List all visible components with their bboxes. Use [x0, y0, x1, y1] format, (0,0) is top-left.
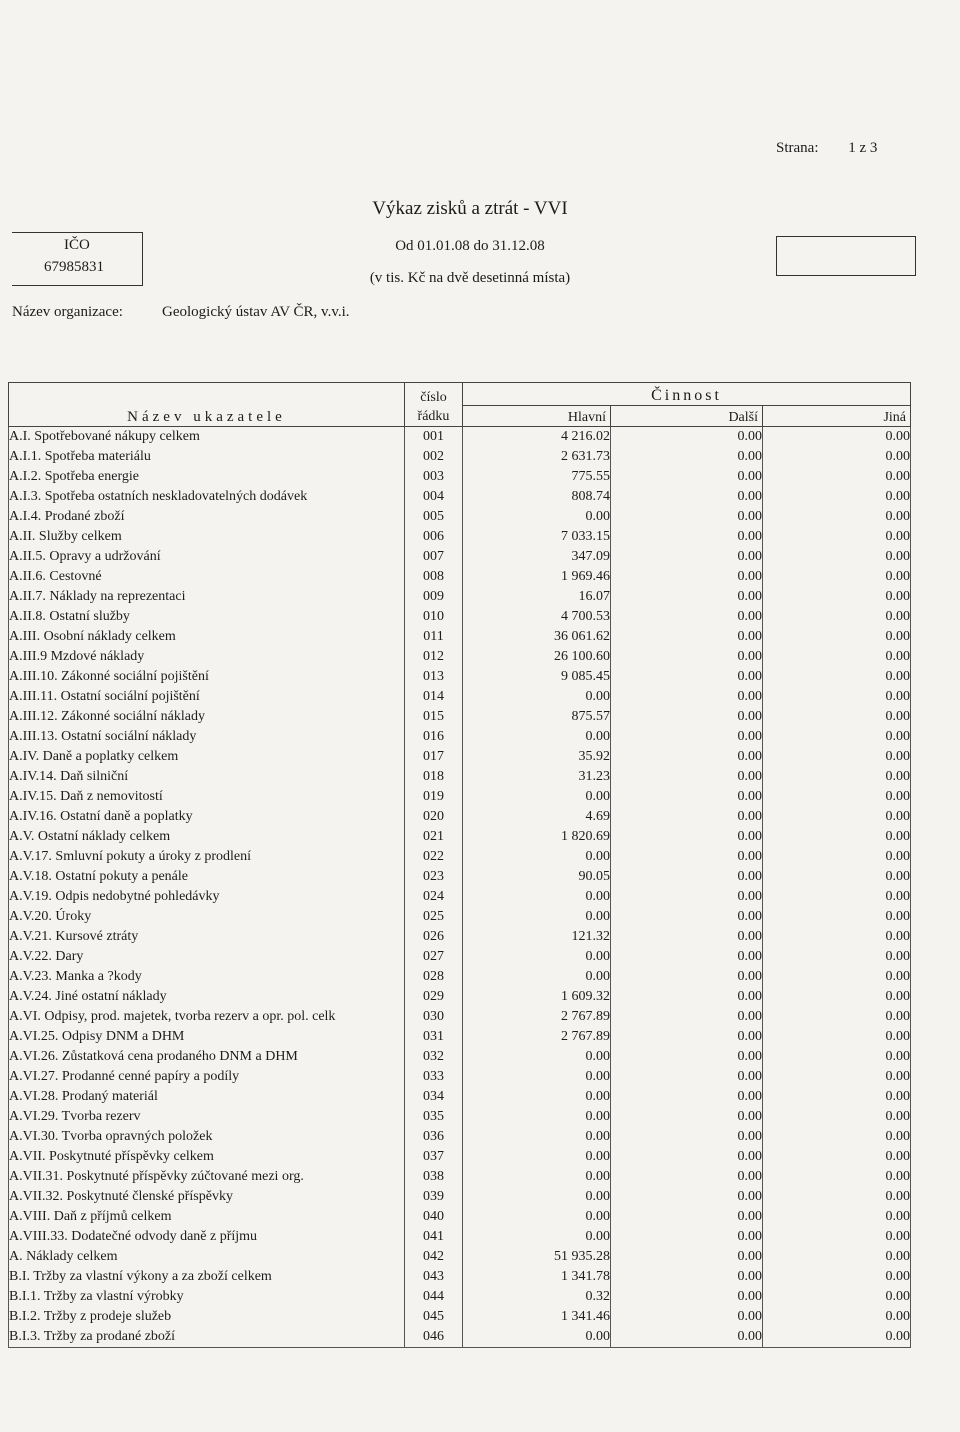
column-header-activity: Činnost: [463, 383, 911, 406]
row-code: 045: [405, 1307, 463, 1327]
table-row: [9, 1127, 911, 1147]
row-extra: 0.00: [763, 427, 911, 448]
row-other: 0.00: [611, 727, 763, 747]
table-row: [9, 987, 911, 1007]
row-other: 0.00: [611, 987, 763, 1007]
row-name: A.V.17. Smluvní pokuty a úroky z prodlení: [9, 847, 405, 867]
row-other: 0.00: [611, 607, 763, 627]
column-header-extra: Jiná: [763, 406, 911, 427]
row-other: 0.00: [611, 847, 763, 867]
row-name: B.I. Tržby za vlastní výkony a za zboží celkem: [9, 1267, 405, 1287]
table-row: [9, 567, 911, 587]
row-code: 022: [405, 847, 463, 867]
row-code: 019: [405, 787, 463, 807]
row-name: A.III. Osobní náklady celkem: [9, 627, 405, 647]
row-code: 013: [405, 667, 463, 687]
row-other: 0.00: [611, 1127, 763, 1147]
row-name: A.I. Spotřebované nákupy celkem: [9, 427, 405, 448]
row-name: B.I.2. Tržby z prodeje služeb: [9, 1307, 405, 1327]
row-main: 1 820.69: [463, 827, 611, 847]
row-main: 4.69: [463, 807, 611, 827]
row-code: 038: [405, 1167, 463, 1187]
row-name: A.V.22. Dary: [9, 947, 405, 967]
row-main: 7 033.15: [463, 527, 611, 547]
row-extra: 0.00: [763, 907, 911, 927]
report-table: [8, 382, 911, 1348]
row-extra: 0.00: [763, 947, 911, 967]
row-other: 0.00: [611, 687, 763, 707]
row-other: 0.00: [611, 667, 763, 687]
table-row: [9, 1167, 911, 1187]
table-row: [9, 667, 911, 687]
row-name: A.V.18. Ostatní pokuty a penále: [9, 867, 405, 887]
table-row: [9, 627, 911, 647]
row-code: 010: [405, 607, 463, 627]
row-other: 0.00: [611, 767, 763, 787]
table-row: [9, 1267, 911, 1287]
row-main: 0.00: [463, 787, 611, 807]
table-row: [9, 587, 911, 607]
row-extra: 0.00: [763, 607, 911, 627]
table-row: [9, 427, 911, 448]
row-name: A.II.6. Cestovné: [9, 567, 405, 587]
row-other: 0.00: [611, 1107, 763, 1127]
row-name: A.IV.14. Daň silniční: [9, 767, 405, 787]
column-header-main: Hlavní: [463, 406, 611, 427]
row-other: 0.00: [611, 907, 763, 927]
row-main: 2 767.89: [463, 1007, 611, 1027]
row-other: 0.00: [611, 1327, 763, 1348]
row-other: 0.00: [611, 547, 763, 567]
row-code: 037: [405, 1147, 463, 1167]
row-main: 1 341.46: [463, 1307, 611, 1327]
report-units: (v tis. Kč na dvě desetinná místa): [369, 270, 571, 286]
row-extra: 0.00: [763, 547, 911, 567]
table-row: [9, 747, 911, 767]
organization-name: Geologický ústav AV ČR, v.v.i.: [162, 304, 350, 320]
column-header-name: Název ukazatele: [9, 383, 405, 427]
row-other: 0.00: [611, 487, 763, 507]
row-main: 0.00: [463, 1227, 611, 1247]
row-extra: 0.00: [763, 1327, 911, 1348]
row-code: 005: [405, 507, 463, 527]
table-row: [9, 947, 911, 967]
row-name: A.VI. Odpisy, prod. majetek, tvorba rezerv a opr. pol. celk: [9, 1007, 405, 1027]
table-row: [9, 1307, 911, 1327]
row-main: 9 085.45: [463, 667, 611, 687]
row-extra: 0.00: [763, 1187, 911, 1207]
row-other: 0.00: [611, 527, 763, 547]
ico-label: IČO: [64, 237, 90, 253]
row-extra: 0.00: [763, 1247, 911, 1267]
row-name: A.III.13. Ostatní sociální náklady: [9, 727, 405, 747]
ico-value: 67985831: [44, 259, 104, 275]
row-other: 0.00: [611, 1047, 763, 1067]
table-row: [9, 1227, 911, 1247]
row-name: A.VIII.33. Dodatečné odvody daně z příjmu: [9, 1227, 405, 1247]
row-name: A.I.2. Spotřeba energie: [9, 467, 405, 487]
row-main: 0.00: [463, 1047, 611, 1067]
table-row: [9, 707, 911, 727]
row-code: 030: [405, 1007, 463, 1027]
row-name: A.VI.29. Tvorba rezerv: [9, 1107, 405, 1127]
row-other: 0.00: [611, 507, 763, 527]
row-code: 042: [405, 1247, 463, 1267]
table-row: [9, 647, 911, 667]
row-main: 0.00: [463, 1167, 611, 1187]
row-other: 0.00: [611, 807, 763, 827]
row-extra: 0.00: [763, 767, 911, 787]
row-code: 023: [405, 867, 463, 887]
row-extra: 0.00: [763, 967, 911, 987]
row-other: 0.00: [611, 827, 763, 847]
row-main: 90.05: [463, 867, 611, 887]
row-extra: 0.00: [763, 787, 911, 807]
row-name: A.V.24. Jiné ostatní náklady: [9, 987, 405, 1007]
row-name: A.III.11. Ostatní sociální pojištění: [9, 687, 405, 707]
table-row: [9, 1027, 911, 1047]
table-row: [9, 527, 911, 547]
row-extra: 0.00: [763, 1307, 911, 1327]
row-code: 032: [405, 1047, 463, 1067]
row-other: 0.00: [611, 1007, 763, 1027]
row-other: 0.00: [611, 647, 763, 667]
row-code: 029: [405, 987, 463, 1007]
row-main: 121.32: [463, 927, 611, 947]
row-code: 007: [405, 547, 463, 567]
row-other: 0.00: [611, 1287, 763, 1307]
row-other: 0.00: [611, 1087, 763, 1107]
row-other: 0.00: [611, 947, 763, 967]
row-name: A.V.20. Úroky: [9, 907, 405, 927]
row-extra: 0.00: [763, 1107, 911, 1127]
row-name: A.IV.16. Ostatní daně a poplatky: [9, 807, 405, 827]
row-main: 16.07: [463, 587, 611, 607]
row-other: 0.00: [611, 1067, 763, 1087]
table-row: [9, 1207, 911, 1227]
row-main: 347.09: [463, 547, 611, 567]
row-other: 0.00: [611, 467, 763, 487]
row-extra: 0.00: [763, 1147, 911, 1167]
row-code: 001: [405, 427, 463, 448]
row-extra: 0.00: [763, 467, 911, 487]
row-code: 011: [405, 627, 463, 647]
row-code: 002: [405, 447, 463, 467]
row-main: 0.00: [463, 1127, 611, 1147]
row-extra: 0.00: [763, 887, 911, 907]
table-row: [9, 1087, 911, 1107]
row-name: A.I.1. Spotřeba materiálu: [9, 447, 405, 467]
column-header-other: Další: [611, 406, 763, 427]
row-name: A.V.21. Kursové ztráty: [9, 927, 405, 947]
row-name: A.VII.32. Poskytnuté členské příspěvky: [9, 1187, 405, 1207]
row-other: 0.00: [611, 1307, 763, 1327]
table-row: [9, 1327, 911, 1348]
row-name: A.V.19. Odpis nedobytné pohledávky: [9, 887, 405, 907]
row-extra: 0.00: [763, 1067, 911, 1087]
row-main: 1 341.78: [463, 1267, 611, 1287]
row-extra: 0.00: [763, 587, 911, 607]
row-extra: 0.00: [763, 1227, 911, 1247]
table-row: [9, 1287, 911, 1307]
row-main: 0.00: [463, 1147, 611, 1167]
table-row: [9, 827, 911, 847]
row-code: 027: [405, 947, 463, 967]
table-row: [9, 927, 911, 947]
row-main: 0.00: [463, 887, 611, 907]
row-code: 018: [405, 767, 463, 787]
table-row: [9, 1007, 911, 1027]
row-other: 0.00: [611, 447, 763, 467]
table-row: [9, 867, 911, 887]
row-other: 0.00: [611, 427, 763, 448]
row-extra: 0.00: [763, 987, 911, 1007]
row-main: 26 100.60: [463, 647, 611, 667]
row-code: 040: [405, 1207, 463, 1227]
row-main: 51 935.28: [463, 1247, 611, 1267]
row-other: 0.00: [611, 707, 763, 727]
row-other: 0.00: [611, 567, 763, 587]
row-extra: 0.00: [763, 727, 911, 747]
table-row: [9, 507, 911, 527]
table-row: [9, 887, 911, 907]
table-row: [9, 687, 911, 707]
row-main: 0.00: [463, 847, 611, 867]
row-main: 0.00: [463, 1067, 611, 1087]
report-title: Výkaz zisků a ztrát - VVI: [372, 198, 568, 219]
row-extra: 0.00: [763, 747, 911, 767]
table-row: [9, 907, 911, 927]
row-code: 044: [405, 1287, 463, 1307]
row-main: 4 216.02: [463, 427, 611, 448]
row-extra: 0.00: [763, 1047, 911, 1067]
row-name: A.VII.31. Poskytnuté příspěvky zúčtované mezi org.: [9, 1167, 405, 1187]
table-row: [9, 767, 911, 787]
row-extra: 0.00: [763, 827, 911, 847]
row-other: 0.00: [611, 1247, 763, 1267]
row-code: 043: [405, 1267, 463, 1287]
row-other: 0.00: [611, 1147, 763, 1167]
row-code: 031: [405, 1027, 463, 1047]
row-code: 012: [405, 647, 463, 667]
row-main: 0.00: [463, 1187, 611, 1207]
row-code: 020: [405, 807, 463, 827]
row-code: 006: [405, 527, 463, 547]
row-code: 024: [405, 887, 463, 907]
row-name: A.VI.26. Zůstatková cena prodaného DNM a DHM: [9, 1047, 405, 1067]
row-main: 4 700.53: [463, 607, 611, 627]
row-code: 025: [405, 907, 463, 927]
table-row: [9, 1187, 911, 1207]
row-main: 1 969.46: [463, 567, 611, 587]
row-name: A.I.3. Spotřeba ostatních neskladovatelných dodávek: [9, 487, 405, 507]
row-extra: 0.00: [763, 1207, 911, 1227]
row-main: 1 609.32: [463, 987, 611, 1007]
row-code: 016: [405, 727, 463, 747]
row-name: A.V.23. Manka a ?kody: [9, 967, 405, 987]
row-name: A.IV.15. Daň z nemovitostí: [9, 787, 405, 807]
row-main: 875.57: [463, 707, 611, 727]
row-main: 2 767.89: [463, 1027, 611, 1047]
row-name: B.I.1. Tržby za vlastní výrobky: [9, 1287, 405, 1307]
row-other: 0.00: [611, 787, 763, 807]
row-main: 0.00: [463, 507, 611, 527]
row-name: A.II.5. Opravy a udržování: [9, 547, 405, 567]
row-code: 009: [405, 587, 463, 607]
row-name: A.VI.28. Prodaný materiál: [9, 1087, 405, 1107]
row-code: 035: [405, 1107, 463, 1127]
row-name: B.I.3. Tržby za prodané zboží: [9, 1327, 405, 1348]
report-period: Od 01.01.08 do 31.12.08: [395, 238, 545, 254]
table-row: [9, 447, 911, 467]
table-row: [9, 967, 911, 987]
row-code: 028: [405, 967, 463, 987]
row-main: 0.00: [463, 1087, 611, 1107]
row-other: 0.00: [611, 627, 763, 647]
row-extra: 0.00: [763, 567, 911, 587]
row-extra: 0.00: [763, 1267, 911, 1287]
row-code: 026: [405, 927, 463, 947]
row-code: 008: [405, 567, 463, 587]
row-main: 0.00: [463, 1207, 611, 1227]
row-name: A.IV. Daně a poplatky celkem: [9, 747, 405, 767]
page-counter: [776, 140, 877, 157]
row-name: A.VI.25. Odpisy DNM a DHM: [9, 1027, 405, 1047]
row-extra: 0.00: [763, 867, 911, 887]
row-code: 014: [405, 687, 463, 707]
table-row: [9, 847, 911, 867]
row-name: A. Náklady celkem: [9, 1247, 405, 1267]
row-other: 0.00: [611, 867, 763, 887]
row-name: A.I.4. Prodané zboží: [9, 507, 405, 527]
row-other: 0.00: [611, 967, 763, 987]
row-code: 046: [405, 1327, 463, 1348]
table-row: [9, 1067, 911, 1087]
row-main: 0.00: [463, 907, 611, 927]
row-extra: 0.00: [763, 687, 911, 707]
row-main: 0.00: [463, 1107, 611, 1127]
page-value: 1 z 3: [848, 140, 878, 156]
row-other: 0.00: [611, 587, 763, 607]
row-other: 0.00: [611, 747, 763, 767]
row-name: A.III.12. Zákonné sociální náklady: [9, 707, 405, 727]
row-other: 0.00: [611, 1027, 763, 1047]
row-code: 004: [405, 487, 463, 507]
row-name: A.VI.30. Tvorba opravných položek: [9, 1127, 405, 1147]
row-main: 0.00: [463, 727, 611, 747]
row-other: 0.00: [611, 1187, 763, 1207]
table-row: [9, 1247, 911, 1267]
table-row: [9, 1107, 911, 1127]
row-name: A.VIII. Daň z příjmů celkem: [9, 1207, 405, 1227]
row-extra: 0.00: [763, 847, 911, 867]
table-row: [9, 607, 911, 627]
row-code: 039: [405, 1187, 463, 1207]
row-main: 2 631.73: [463, 447, 611, 467]
row-code: 033: [405, 1067, 463, 1087]
row-name: A.III.10. Zákonné sociální pojištění: [9, 667, 405, 687]
row-extra: 0.00: [763, 647, 911, 667]
table-row: [9, 727, 911, 747]
row-name: A.V. Ostatní náklady celkem: [9, 827, 405, 847]
row-main: 0.00: [463, 947, 611, 967]
table-row: [9, 787, 911, 807]
table-row: [9, 547, 911, 567]
row-extra: 0.00: [763, 1087, 911, 1107]
row-main: 0.00: [463, 1327, 611, 1348]
row-extra: 0.00: [763, 1027, 911, 1047]
row-extra: 0.00: [763, 447, 911, 467]
row-other: 0.00: [611, 887, 763, 907]
row-name: A.II. Služby celkem: [9, 527, 405, 547]
row-name: A.II.7. Náklady na reprezentaci: [9, 587, 405, 607]
row-name: A.II.8. Ostatní služby: [9, 607, 405, 627]
row-other: 0.00: [611, 1167, 763, 1187]
table-row: [9, 1147, 911, 1167]
row-extra: 0.00: [763, 487, 911, 507]
page-label: Strana:: [776, 140, 819, 156]
organization-label: Název organizace:: [12, 304, 123, 320]
row-extra: 0.00: [763, 1127, 911, 1147]
row-main: 0.32: [463, 1287, 611, 1307]
row-extra: 0.00: [763, 1167, 911, 1187]
table-body: [9, 427, 911, 1348]
row-extra: 0.00: [763, 507, 911, 527]
row-main: 775.55: [463, 467, 611, 487]
row-code: 017: [405, 747, 463, 767]
organization-line: [12, 304, 350, 321]
row-main: 31.23: [463, 767, 611, 787]
row-main: 35.92: [463, 747, 611, 767]
row-main: 808.74: [463, 487, 611, 507]
row-name: A.VI.27. Prodanné cenné papíry a podíly: [9, 1067, 405, 1087]
row-extra: 0.00: [763, 667, 911, 687]
row-code: 036: [405, 1127, 463, 1147]
row-extra: 0.00: [763, 1287, 911, 1307]
table-row: [9, 1047, 911, 1067]
row-main: 0.00: [463, 687, 611, 707]
row-code: 021: [405, 827, 463, 847]
row-other: 0.00: [611, 1227, 763, 1247]
row-name: A.VII. Poskytnuté příspěvky celkem: [9, 1147, 405, 1167]
row-code: 015: [405, 707, 463, 727]
row-extra: 0.00: [763, 927, 911, 947]
row-code: 041: [405, 1227, 463, 1247]
column-header-code: číslo řádku: [405, 383, 463, 427]
row-other: 0.00: [611, 1207, 763, 1227]
table-row: [9, 467, 911, 487]
row-extra: 0.00: [763, 1007, 911, 1027]
row-other: 0.00: [611, 927, 763, 947]
table-row: [9, 487, 911, 507]
row-other: 0.00: [611, 1267, 763, 1287]
row-code: 003: [405, 467, 463, 487]
row-main: 0.00: [463, 967, 611, 987]
row-extra: 0.00: [763, 807, 911, 827]
row-extra: 0.00: [763, 707, 911, 727]
row-name: A.III.9 Mzdové náklady: [9, 647, 405, 667]
row-extra: 0.00: [763, 627, 911, 647]
table-row: [9, 807, 911, 827]
row-main: 36 061.62: [463, 627, 611, 647]
row-extra: 0.00: [763, 527, 911, 547]
row-code: 034: [405, 1087, 463, 1107]
